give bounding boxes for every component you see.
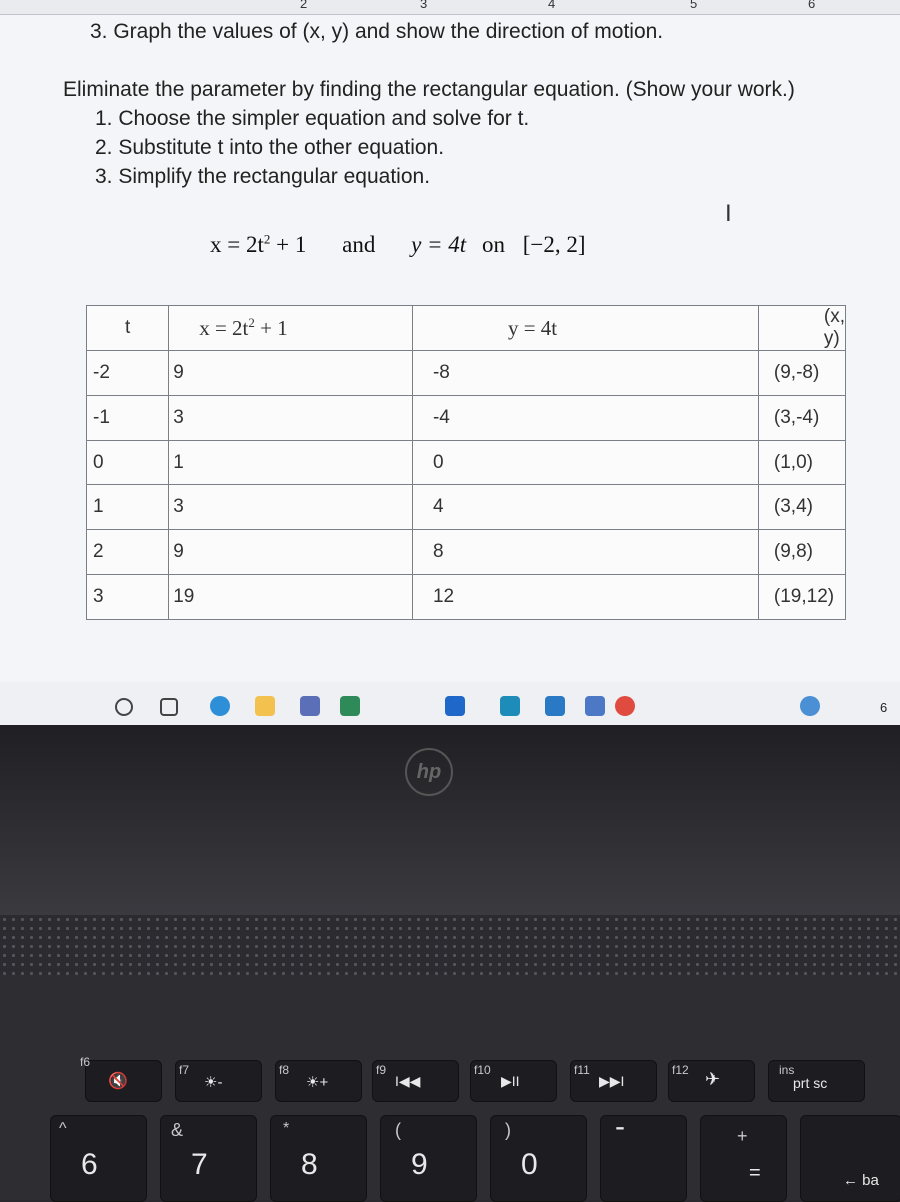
- dollar-app-icon[interactable]: [500, 696, 520, 716]
- header-x-text: x = 2t: [199, 315, 249, 340]
- brightness-down-icon: ☀-: [204, 1074, 223, 1091]
- step-2: 2. Substitute t into the other equation.: [95, 136, 445, 159]
- table-row: [87, 530, 846, 575]
- ruler-number: 5: [690, 0, 698, 11]
- cell-y: -8: [412, 351, 758, 396]
- table-row: [87, 575, 846, 620]
- f6-key[interactable]: [80, 1055, 162, 1102]
- key-8[interactable]: [270, 1115, 367, 1202]
- cell-xy: (9,8): [758, 530, 845, 575]
- chrome-icon[interactable]: [615, 696, 635, 716]
- key-lower-label: 8: [301, 1148, 318, 1181]
- play-pause-icon: ▶II: [501, 1073, 520, 1089]
- laptop-bezel: [0, 725, 900, 915]
- header-xy: (x, y): [758, 306, 845, 351]
- prt-sc-label: prt sc: [793, 1075, 828, 1091]
- key-fn-label: f11: [574, 1063, 590, 1077]
- cell-t: -1: [87, 395, 169, 440]
- x-equation-tail: + 1: [270, 232, 307, 257]
- table-row: [87, 485, 846, 530]
- cell-x: 19: [169, 575, 413, 620]
- cell-xy: (3,-4): [758, 395, 845, 440]
- table-header-row: [87, 306, 846, 351]
- key-lower-label: 9: [411, 1148, 428, 1181]
- app-icon[interactable]: [340, 696, 360, 716]
- table-row: [87, 395, 846, 440]
- table-row: [87, 351, 846, 396]
- y-equation: y = 4t: [411, 232, 467, 257]
- key-fn-label: f10: [474, 1063, 491, 1077]
- mail-icon[interactable]: [585, 696, 605, 716]
- parametric-equations: [210, 232, 586, 258]
- f8-key[interactable]: [275, 1060, 362, 1102]
- f12-key[interactable]: [668, 1060, 755, 1102]
- key-upper-label: *: [283, 1120, 290, 1137]
- and-word: and: [342, 232, 376, 257]
- key-upper-label: (: [395, 1120, 401, 1140]
- airplane-mode-icon: ✈: [705, 1069, 721, 1089]
- drive-icon[interactable]: [545, 696, 565, 716]
- store-icon[interactable]: [300, 696, 320, 716]
- cell-xy: (19,12): [758, 575, 845, 620]
- cell-y: 4: [412, 485, 758, 530]
- key-minus[interactable]: [600, 1110, 687, 1202]
- edge-browser-icon[interactable]: [210, 696, 230, 716]
- key-7[interactable]: [160, 1115, 257, 1202]
- key-lower-label: 0: [521, 1148, 538, 1181]
- cell-x: 9: [169, 351, 413, 396]
- dropbox-icon[interactable]: [445, 696, 465, 716]
- f9-key[interactable]: [372, 1060, 459, 1102]
- header-y: y = 4t: [412, 306, 758, 351]
- cell-y: 0: [412, 440, 758, 485]
- f11-key[interactable]: [570, 1060, 657, 1102]
- interval: [−2, 2]: [522, 232, 586, 257]
- x-exponent: 2: [263, 231, 271, 247]
- instructions-heading: Eliminate the parameter by finding the rectangular equation. (Show your work.): [63, 78, 795, 101]
- help-icon[interactable]: [800, 696, 820, 716]
- cell-y: -4: [412, 395, 758, 440]
- text-cursor-icon: I: [725, 200, 732, 227]
- next-track-icon: ▶▶I: [599, 1073, 625, 1089]
- step-1: 1. Choose the simpler equation and solve for t.: [95, 107, 530, 130]
- key-fn-label: f9: [376, 1063, 387, 1077]
- ruler-number: 2: [300, 0, 308, 11]
- cell-xy: (3,4): [758, 485, 845, 530]
- f7-key[interactable]: [175, 1060, 262, 1102]
- key-equals[interactable]: [700, 1115, 787, 1202]
- keyboard: [0, 975, 900, 1200]
- key-0[interactable]: [490, 1115, 587, 1202]
- clock-text: 6: [880, 700, 888, 715]
- file-explorer-icon[interactable]: [255, 696, 275, 716]
- key-6[interactable]: [50, 1115, 147, 1202]
- cell-t: 1: [87, 485, 169, 530]
- key-fn-label: ins: [779, 1063, 795, 1077]
- key-fn-label: f6: [80, 1055, 91, 1069]
- problem-title: 3. Graph the values of (x, y) and show the direction of motion.: [90, 20, 664, 43]
- values-table: [86, 305, 846, 620]
- previous-track-icon: I◀◀: [395, 1073, 421, 1089]
- cell-xy: (9,-8): [758, 351, 845, 396]
- f10-key[interactable]: [470, 1060, 557, 1102]
- hp-logo: hp: [405, 748, 453, 796]
- task-view-icon[interactable]: [160, 698, 178, 716]
- cell-t: 2: [87, 530, 169, 575]
- key-fn-label: f12: [672, 1063, 689, 1077]
- cell-t: 3: [87, 575, 169, 620]
- cell-x: 3: [169, 395, 413, 440]
- key-upper-label: &: [171, 1120, 184, 1140]
- on-word: on: [481, 232, 505, 257]
- key-lower-label: =: [749, 1162, 761, 1184]
- cell-x: 9: [169, 530, 413, 575]
- header-x: [169, 306, 413, 351]
- cell-y: 8: [412, 530, 758, 575]
- mute-icon: 🔇: [108, 1073, 128, 1090]
- table-row: [87, 440, 846, 485]
- search-icon[interactable]: [115, 698, 133, 716]
- cell-t: -2: [87, 351, 169, 396]
- header-x-exponent: 2: [248, 314, 255, 330]
- cell-x: 3: [169, 485, 413, 530]
- key-fn-label: f7: [179, 1063, 190, 1077]
- backspace-key[interactable]: [800, 1115, 900, 1202]
- key-upper-label: +: [737, 1126, 748, 1146]
- ruler-number: 3: [420, 0, 428, 11]
- key-lower-label: 7: [191, 1148, 208, 1181]
- cell-x: 1: [169, 440, 413, 485]
- ruler-number: 4: [548, 0, 556, 11]
- key-lower-label: -: [615, 1110, 625, 1143]
- document-ruler: [0, 0, 900, 15]
- backspace-label: ← ba: [843, 1172, 879, 1189]
- header-t: t: [87, 306, 169, 351]
- step-3: 3. Simplify the rectangular equation.: [95, 165, 431, 188]
- prt-sc-key[interactable]: [768, 1060, 865, 1102]
- brightness-up-icon: ☀+: [306, 1074, 329, 1091]
- cell-xy: (1,0): [758, 440, 845, 485]
- cell-t: 0: [87, 440, 169, 485]
- key-fn-label: f8: [279, 1063, 290, 1077]
- key-lower-label: 6: [81, 1148, 98, 1181]
- cell-y: 12: [412, 575, 758, 620]
- ruler-number: 6: [808, 0, 816, 11]
- key-upper-label: ): [505, 1120, 511, 1140]
- key-upper-label: ^: [59, 1120, 67, 1137]
- key-9[interactable]: [380, 1115, 477, 1202]
- speaker-grille: [0, 915, 900, 975]
- header-x-tail: + 1: [254, 315, 288, 340]
- x-equation: x = 2t: [210, 232, 264, 257]
